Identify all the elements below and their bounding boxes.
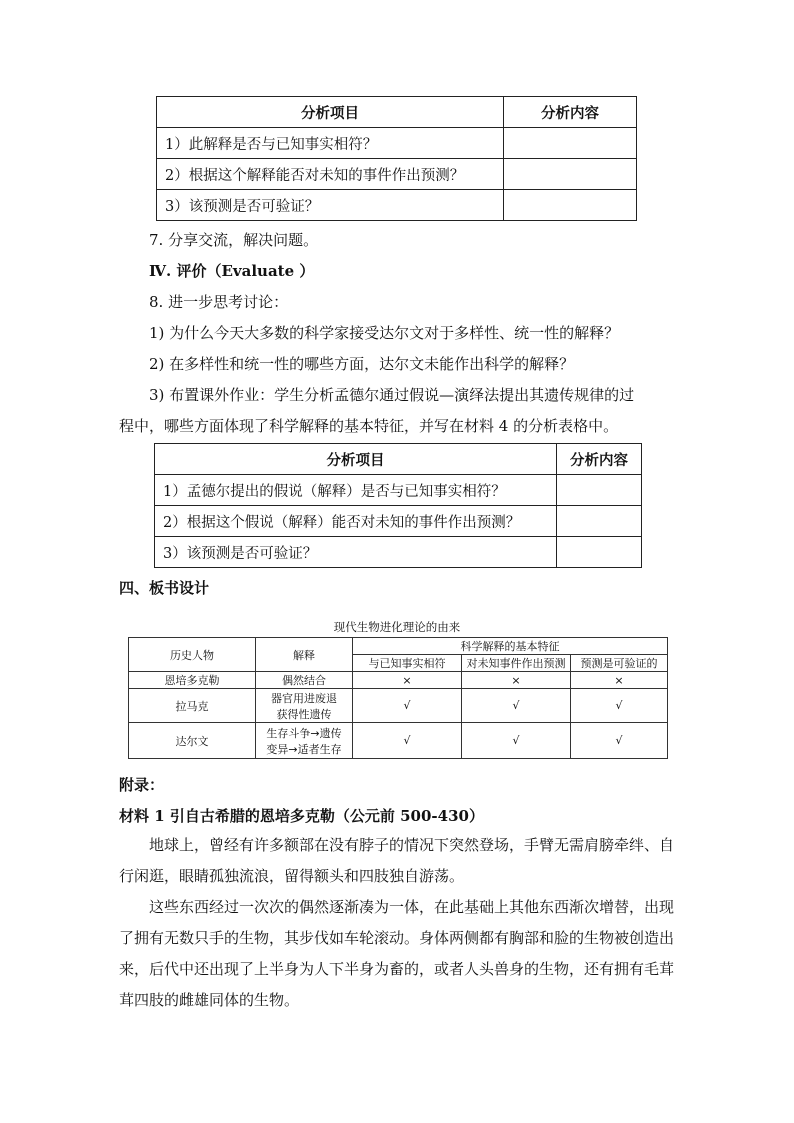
board-row-3-explain	[256, 723, 353, 759]
board-row-1-explain: 偶然结合	[256, 672, 353, 689]
board-design-table	[128, 637, 668, 759]
material-1-heading: 材料 1 引自古希腊的恩培多克勒（公元前 500-430）	[119, 807, 484, 825]
section-evaluate-heading: Ⅳ. 评价（Evaluate ）	[149, 262, 315, 280]
table1-cell-empty	[504, 128, 637, 159]
board-header-person: 历史人物	[129, 638, 256, 672]
board-row-3-person: 达尔文	[129, 723, 256, 759]
analysis-table-1	[156, 96, 637, 221]
step-8: 8. 进一步思考讨论：	[149, 293, 289, 311]
board-row-2-mark-3: √	[571, 689, 668, 723]
analysis-table-2	[154, 443, 642, 568]
table1-row-3: 3）该预测是否可验证？	[157, 190, 504, 221]
board-row-1-mark-2: ×	[462, 672, 571, 689]
board-header-explain: 解释	[256, 638, 353, 672]
board-row-2-mark-1: √	[353, 689, 462, 723]
question-1: 1) 为什么今天大多数的科学家接受达尔文对于多样性、统一性的解释？	[149, 324, 620, 342]
table2-row-2: 2）根据这个假说（解释）能否对未知的事件作出预测？	[155, 506, 557, 537]
step-7: 7. 分享交流，解决问题。	[149, 231, 319, 249]
table2-row-3: 3）该预测是否可验证？	[155, 537, 557, 568]
board-row-2-explain-line-2: 获得性遗传	[276, 707, 332, 721]
board-row-1-mark-3: ×	[571, 672, 668, 689]
table1-row-2: 2）根据这个解释能否对未知的事件作出预测？	[157, 159, 504, 190]
board-row-1-mark-1: ×	[353, 672, 462, 689]
board-row-3-explain-line-2: 变异→适者生存	[266, 742, 342, 756]
question-2: 2) 在多样性和统一性的哪些方面，达尔文未能作出科学的解释？	[149, 355, 575, 373]
table2-cell-empty	[557, 537, 642, 568]
question-3-line-2: 程中，哪些方面体现了科学解释的基本特征，并写在材料 4 的分析表格中。	[119, 417, 619, 435]
board-subheader-3: 预测是可验证的	[571, 655, 668, 672]
board-row-1-person: 恩培多克勒	[129, 672, 256, 689]
board-title: 现代生物进化理论的由来	[333, 620, 461, 634]
table1-header-item: 分析项目	[157, 97, 504, 128]
table2-header-item: 分析项目	[155, 444, 557, 475]
table1-cell-empty	[504, 190, 637, 221]
table2-cell-empty	[557, 475, 642, 506]
board-row-3-mark-2: √	[462, 723, 571, 759]
appendix-heading: 附录：	[119, 776, 165, 794]
board-row-3-explain-line-1: 生存斗争→遗传	[266, 726, 342, 740]
section-board-design-heading: 四、板书设计	[119, 579, 210, 597]
material-1-paragraph-1: 地球上，曾经有许多额部在没有脖子的情况下突然登场，手臂无需肩膀牵绊、自行闲逛，眼睛孤独流浪，留得额头和四肢独自游荡。	[119, 836, 675, 885]
board-row-3-mark-3: √	[571, 723, 668, 759]
board-row-2-person: 拉马克	[129, 689, 256, 723]
material-1-paragraph-2: 这些东西经过一次次的偶然逐渐凑为一体，在此基础上其他东西渐次增替，出现了拥有无数只手的生物，其步伐如车轮滚动。身体两侧都有胸部和脸的生物被创造出来，后代中还出现了上半身为人下半身为畜的，或者人头兽身的生物，还有拥有毛茸茸四肢的雌雄同体的生物。	[119, 898, 675, 1009]
board-subheader-2: 对未知事件作出预测	[462, 655, 571, 672]
board-row-2-explain-line-1: 器官用进废退	[271, 691, 337, 705]
table2-row-1: 1）孟德尔提出的假说（解释）是否与已知事实相符？	[155, 475, 557, 506]
board-row-2-explain	[256, 689, 353, 723]
table1-header-content: 分析内容	[504, 97, 637, 128]
table1-row-1: 1）此解释是否与已知事实相符？	[157, 128, 504, 159]
table2-header-content: 分析内容	[557, 444, 642, 475]
board-row-2-mark-2: √	[462, 689, 571, 723]
board-subheader-1: 与已知事实相符	[353, 655, 462, 672]
table1-cell-empty	[504, 159, 637, 190]
table2-cell-empty	[557, 506, 642, 537]
board-row-3-mark-1: √	[353, 723, 462, 759]
board-header-group: 科学解释的基本特征	[353, 638, 668, 655]
question-3-line-1: 3) 布置课外作业：学生分析孟德尔通过假说—演绎法提出其遗传规律的过	[149, 386, 635, 404]
